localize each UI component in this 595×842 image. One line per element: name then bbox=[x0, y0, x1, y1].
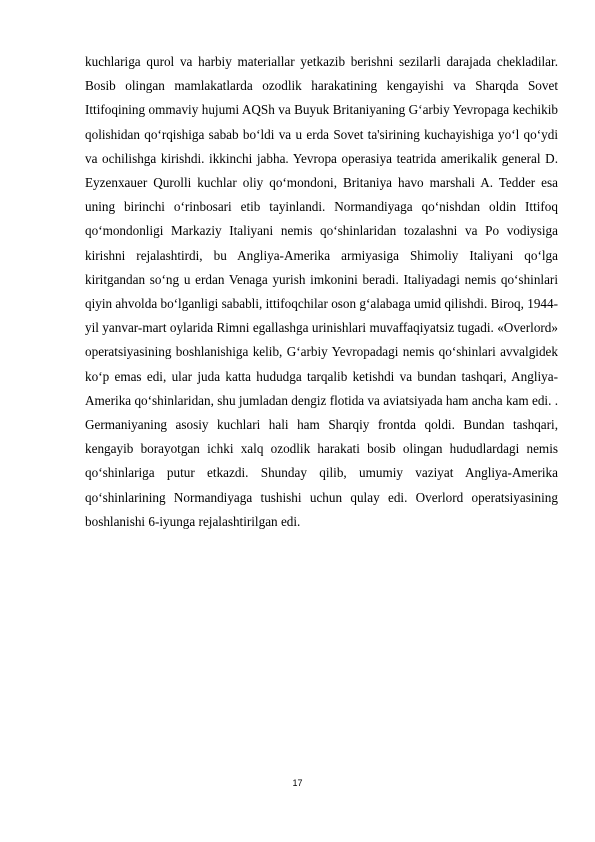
body-paragraph: kuchlariga qurol va harbiy materiallar yetkazib berishni sezilarli darajada chekladilar. Bosib olingan mamlakatlarda ozodlik harakatining kengayishi va Sharqda Sovet Ittifoqining ommaviy hujumi AQSh va Buyuk Britaniyaning G‘arbiy Yevropaga kechikib qolishidan qo‘rqishiga sabab bo‘ldi va u erda Sovet ta'sirining kuchayishiga yo‘l qo‘ydi va ochilishga kirishdi. ikkinchi jabha. Yevropa operasiya teatrida amerikalik general D. Eyzenxauer Qurolli kuchlar oliy qo‘mondoni, Britaniya havo marshali A. Tedder esa uning birinchi o‘rinbosari etib tayinlandi. Normandiyaga qo‘nishdan oldin Ittifoq qo‘mondonligi Markaziy Italiyani nemis qo‘shinlaridan tozalashni va Po vodiysiga kirishni rejalashtirdi, bu Angliya-Amerika armiyasiga Shimoliy Italiyani qo‘lga kiritgandan so‘ng u erdan Venaga yurish imkonini beradi. Italiyadagi nemis qo‘shinlari qiyin ahvolda bo‘lganligi sababli, ittifoqchilar oson g‘alabaga umid qilishdi. Biroq, 1944-yil yanvar-mart oylarida Rimni egallashga urinishlari muvaffaqiyatsiz tugadi. «Overlord» operatsiyasining boshlanishiga kelib, G‘arbiy Yevropadagi nemis qo‘shinlari avvalgidek ko‘p emas edi, ular juda katta hududga tarqalib ketishdi va bundan tashqari, Angliya-Amerika qo‘shinlaridan, shu jumladan dengiz flotida va aviatsiyada ham ancha kam edi. . Germaniyaning asosiy kuchlari hali ham Sharqiy frontda qoldi. Bundan tashqari, kengayib borayotgan ichki xalq ozodlik harakati bosib olingan hududlardagi nemis qo‘shinlariga putur etkazdi. Shunday qilib, umumiy vaziyat Angliya-Amerika qo‘shinlarining Normandiyaga tushishi uchun qulay edi. Overlord operatsiyasining boshlanishi 6-iyunga rejalashtirilgan edi. bbox=[85, 54, 558, 529]
page-number: 17 bbox=[292, 778, 303, 788]
